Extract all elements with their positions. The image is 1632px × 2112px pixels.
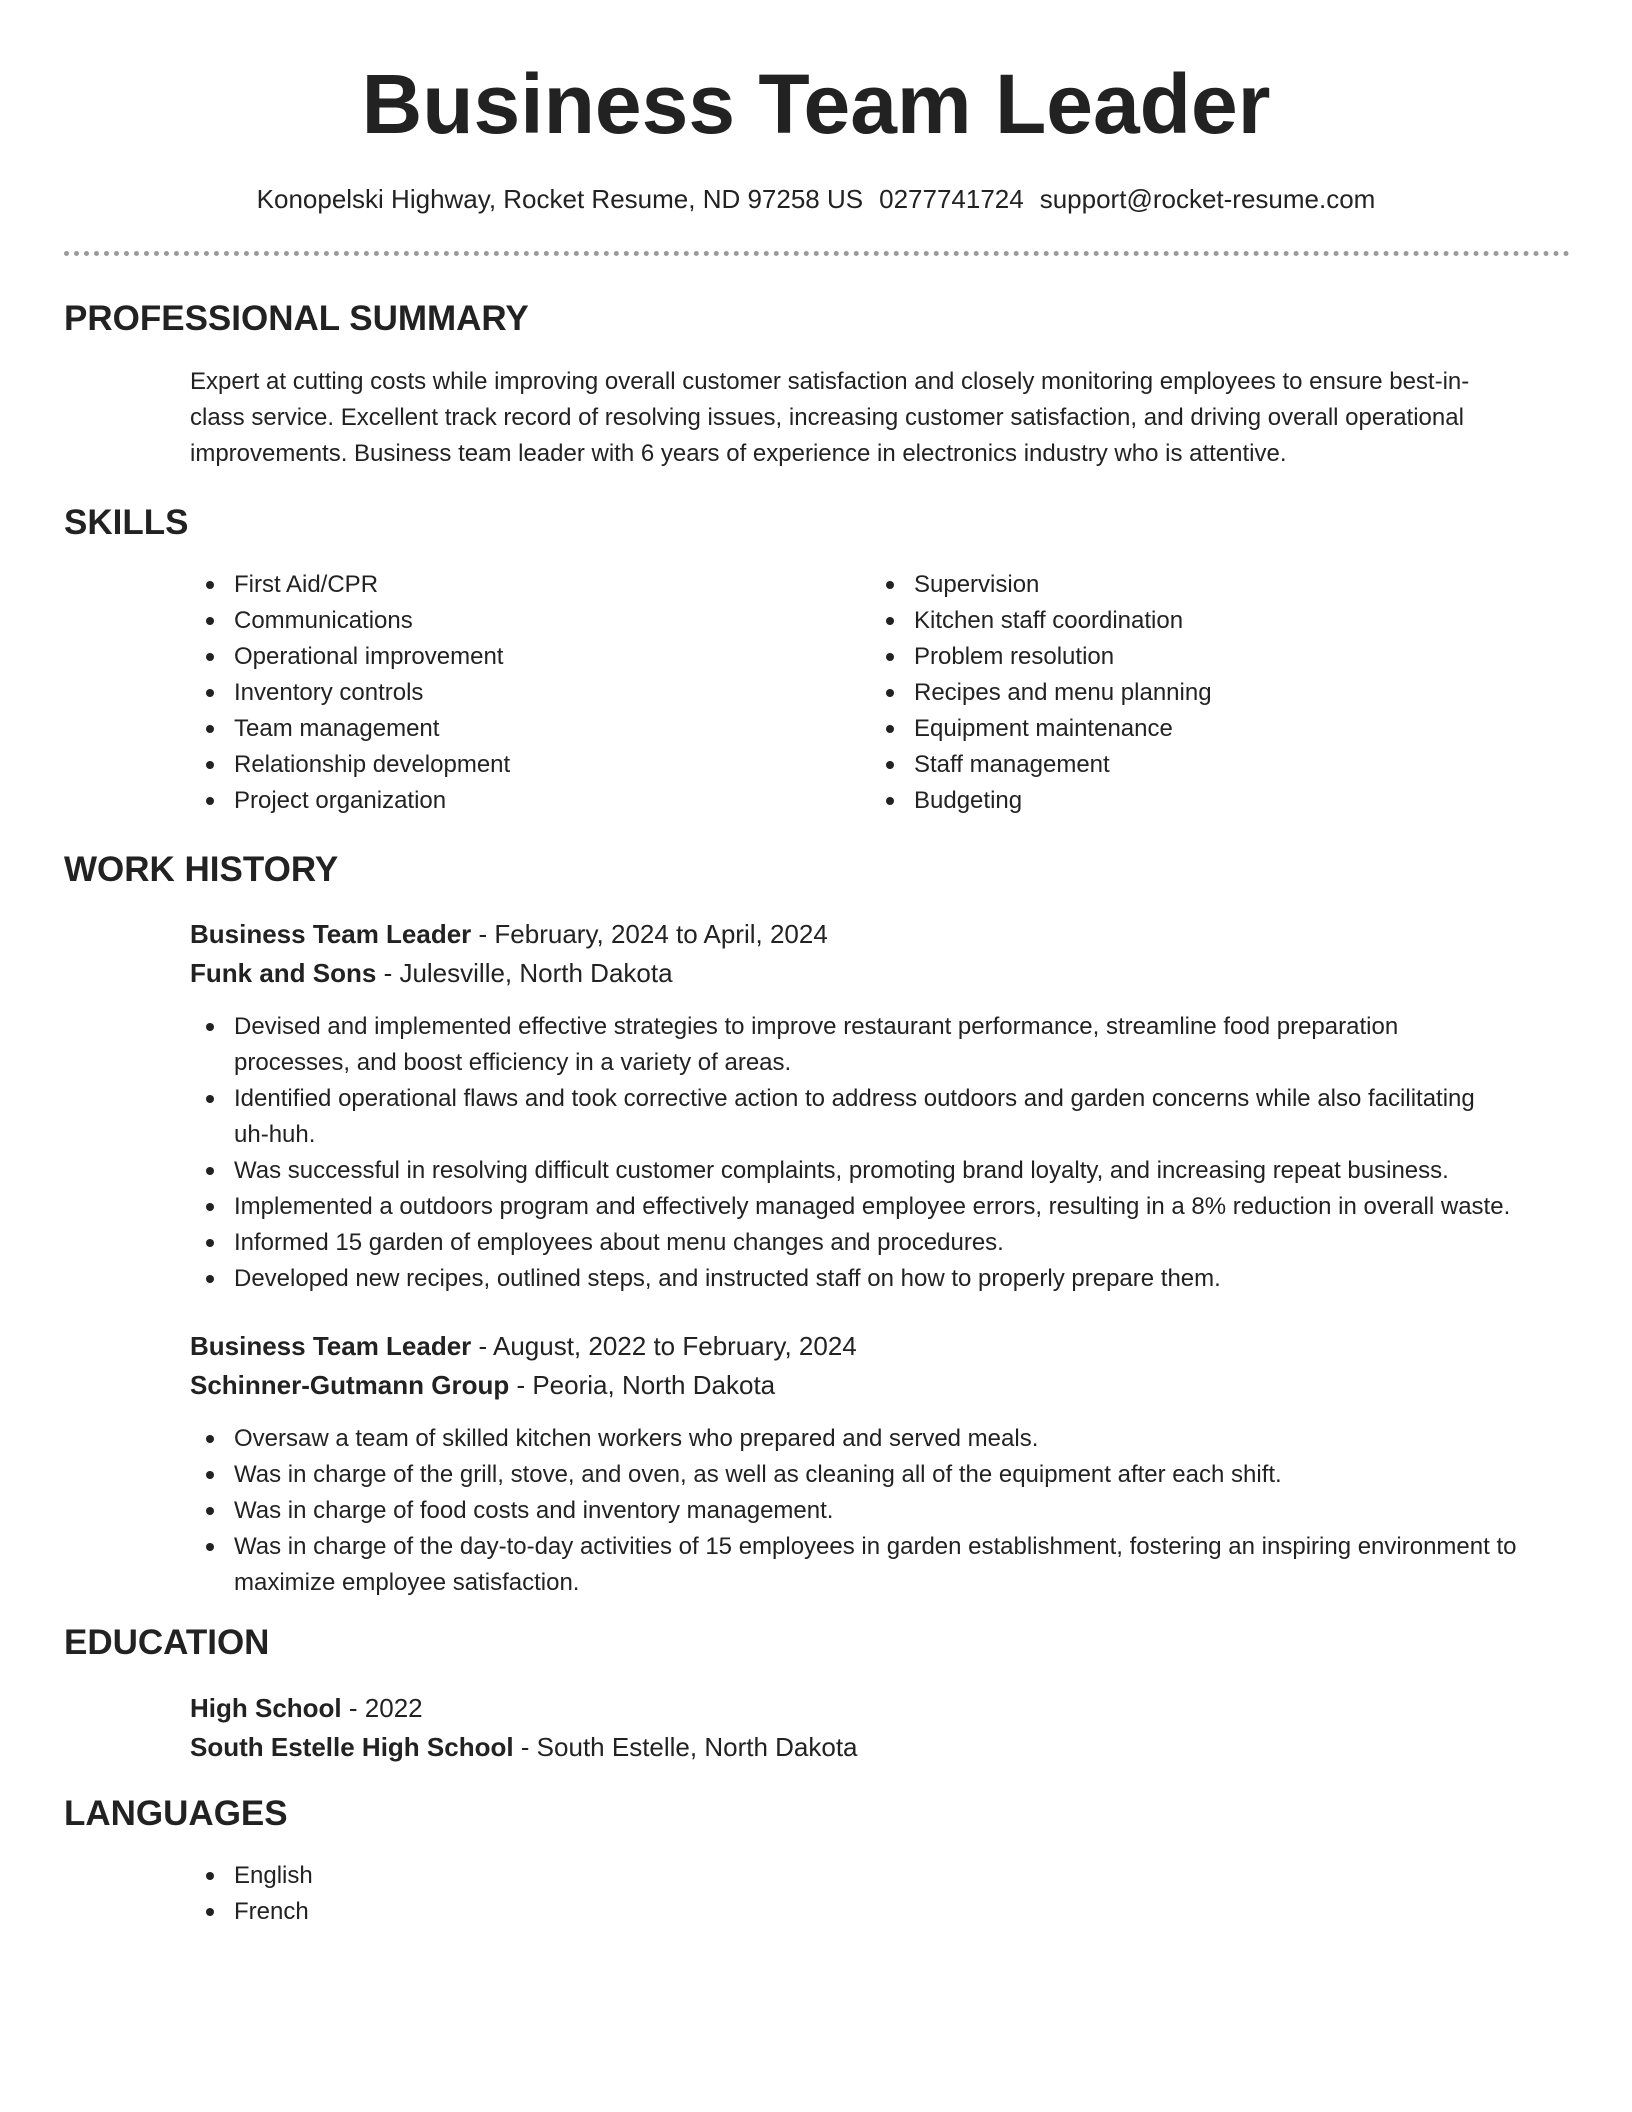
summary-line: class service. Excellent track record of resolving issues, increasing customer satisfaction, and driving overall operational [190, 404, 1464, 431]
contact-email: support@rocket-resume.com [1039, 184, 1376, 214]
education-degree-line [190, 1690, 423, 1726]
skill-item: Supervision [870, 567, 1510, 603]
contact-phone: 0277741724 [879, 184, 1024, 214]
education-school: South Estelle High School [190, 1732, 514, 1762]
duty-item: Implemented a outdoors program and effectively managed employee errors, resulting in a 8% reduction in overall waste. [190, 1189, 1580, 1225]
job-company-line [190, 1367, 775, 1403]
skill-item: Project organization [190, 783, 830, 819]
job-duties-list [190, 1421, 1580, 1601]
skill-item: Problem resolution [870, 639, 1510, 675]
summary-text [190, 364, 1570, 472]
languages-heading: LANGUAGES [64, 1794, 288, 1833]
job-title-line [190, 1328, 857, 1364]
education-school-line [190, 1729, 858, 1765]
job-role: Business Team Leader [190, 1331, 472, 1361]
job-company: Funk and Sons [190, 958, 377, 988]
skill-item: Inventory controls [190, 675, 830, 711]
skill-item: Budgeting [870, 783, 1510, 819]
duty-line: Identified operational flaws and took corrective action to address outdoors and garden concerns while also facilitating [234, 1085, 1475, 1112]
duty-item: Developed new recipes, outlined steps, and instructed staff on how to properly prepare them. [190, 1261, 1580, 1297]
skill-item: First Aid/CPR [190, 567, 830, 603]
skills-list-left [190, 567, 830, 819]
skill-item: Kitchen staff coordination [870, 603, 1510, 639]
header-divider [64, 251, 1570, 256]
duty-line: Devised and implemented effective strategies to improve restaurant performance, streamline food preparation [234, 1013, 1399, 1040]
contact-address: Konopelski Highway, Rocket Resume, ND 97258 US [256, 184, 864, 214]
duty-line: Was in charge of the day-to-day activities of 15 employees in garden establishment, fostering an inspiring environment to [234, 1533, 1517, 1560]
education-degree: High School [190, 1693, 342, 1723]
job-location: - Julesville, North Dakota [376, 958, 673, 988]
duty-item: Was in charge of the grill, stove, and oven, as well as cleaning all of the equipment after each shift. [190, 1457, 1580, 1493]
summary-line: improvements. Business team leader with 6 years of experience in electronics industry who is attentive. [190, 440, 1287, 467]
duty-line: uh-huh. [234, 1121, 316, 1148]
language-item: French [190, 1894, 790, 1930]
duty-item: Was successful in resolving difficult customer complaints, promoting brand loyalty, and increasing repeat business. [190, 1153, 1580, 1189]
resume-name: Business Team Leader [361, 57, 1271, 151]
skill-item: Relationship development [190, 747, 830, 783]
skill-item: Communications [190, 603, 830, 639]
education-location: - South Estelle, North Dakota [513, 1732, 858, 1762]
skills-heading: SKILLS [64, 503, 189, 542]
skill-item: Staff management [870, 747, 1510, 783]
summary-line: Expert at cutting costs while improving overall customer satisfaction and closely monitoring employees to ensure best-in- [190, 368, 1470, 395]
job-duties-list [190, 1009, 1580, 1297]
duty-item: Oversaw a team of skilled kitchen workers who prepared and served meals. [190, 1421, 1580, 1457]
job-dates: - August, 2022 to February, 2024 [471, 1331, 857, 1361]
education-year: - 2022 [341, 1693, 423, 1723]
skill-item: Team management [190, 711, 830, 747]
duty-item: Informed 15 garden of employees about menu changes and procedures. [190, 1225, 1580, 1261]
job-company: Schinner-Gutmann Group [190, 1370, 510, 1400]
skill-item: Recipes and menu planning [870, 675, 1510, 711]
contact-line [0, 183, 1632, 215]
languages-list [190, 1858, 790, 1930]
duty-item [190, 1009, 1580, 1081]
job-location: - Peoria, North Dakota [509, 1370, 776, 1400]
job-title-line [190, 916, 828, 952]
job-dates: - February, 2024 to April, 2024 [471, 919, 828, 949]
skill-item: Equipment maintenance [870, 711, 1510, 747]
job-role: Business Team Leader [190, 919, 472, 949]
language-item: English [190, 1858, 790, 1894]
work-heading: WORK HISTORY [64, 850, 339, 889]
job-company-line [190, 955, 673, 991]
duty-item [190, 1529, 1580, 1601]
education-heading: EDUCATION [64, 1623, 270, 1662]
skill-item: Operational improvement [190, 639, 830, 675]
summary-heading: PROFESSIONAL SUMMARY [64, 299, 529, 338]
duty-line: maximize employee satisfaction. [234, 1569, 580, 1596]
duty-line: processes, and boost efficiency in a variety of areas. [234, 1049, 792, 1076]
duty-item [190, 1081, 1580, 1153]
skills-list-right [870, 567, 1510, 819]
duty-item: Was in charge of food costs and inventory management. [190, 1493, 1580, 1529]
